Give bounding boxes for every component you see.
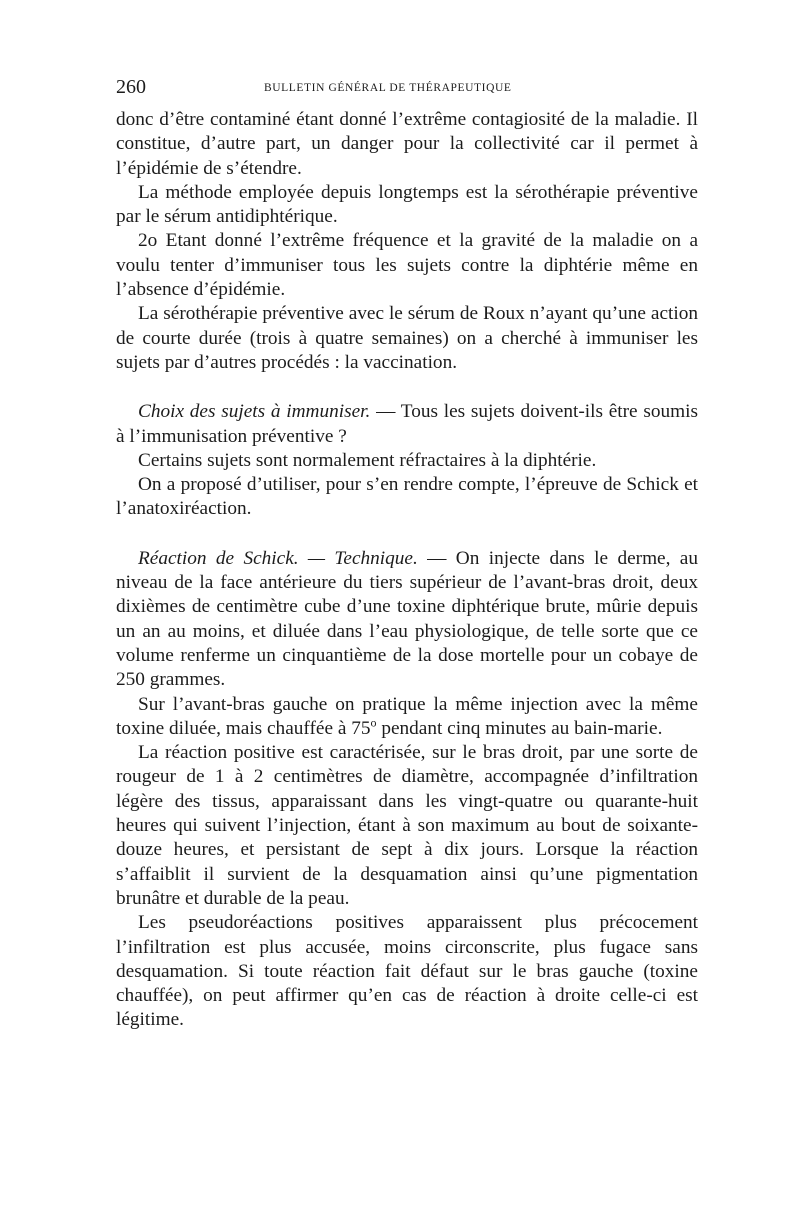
journal-title: BULLETIN GÉNÉRAL DE THÉRAPEUTIQUE bbox=[264, 82, 512, 94]
section-title-schick-technique: Réaction de Schick. — Technique. bbox=[138, 547, 418, 569]
section-gap bbox=[116, 522, 698, 547]
left-arm-text-start: Sur l’avant-bras gauche on pratique la même injection avec la même toxine diluée, mais chauffée à 75 bbox=[116, 693, 698, 739]
running-head bbox=[116, 76, 698, 102]
paragraph-immunization-goal: 2o Etant donné l’extrême fréquence et la gravité de la maladie on a voulu tenter d’immuniser tous les sujets contre la diphtérie même en l’absence d’épidémie. bbox=[116, 230, 698, 301]
degree-superscript: o bbox=[370, 715, 377, 730]
left-arm-text-end: pendant cinq minutes au bain-marie. bbox=[376, 717, 663, 739]
paragraph-refractory-subjects: Certains sujets sont normalement réfractaires à la diphtérie. bbox=[138, 449, 597, 471]
paragraph-vaccination: La sérothérapie préventive avec le sérum de Roux n’ayant qu’une action de courte durée (trois à quatre semaines) on a cherché à immuniser les sujets par d’autres procédés : la vaccination. bbox=[116, 303, 698, 373]
paragraph-pseudoreactions: Les pseudoréactions positives apparaissent plus précocement l’infiltration est plus accusée, moins circonscrite, plus fugace sans desquamation. Si toute réaction fait défaut sur le bras gauche (toxine chauffée), on peut affirmer qu’en cas de réaction à droite celle-ci est légitime. bbox=[116, 912, 698, 1031]
paragraph-positive-reaction: La réaction positive est caractérisée, sur le bras droit, par une sorte de rougeur de 1 à 2 centimètres de diamètre, accompagnée d’infiltration légère des tissus, apparaissant dans les vingt-quatre ou quarante-huit heures qui suivent l’injection, étant à son maximum au bout de soixante-douze heures, et persistant de sept à dix jours. Lorsque la réaction s’affaiblit il survient de la desquamation ainsi qu’une pigmentation brunâtre et durable de la peau. bbox=[116, 742, 698, 909]
section-title-subject-choice: Choix des sujets à immuniser. bbox=[138, 401, 371, 423]
schick-technique-text: — On injecte dans le derme, au niveau de la face antérieure du tiers supérieur de l’avant-bras droit, deux dixièmes de centimètre cube d’une toxine diphtérique brute, mûrie depuis un an au moins, et diluée dans l’eau physiologique, de telle sorte que ce volume renferme un cinquantième de la dose mortelle pour un cobaye de 250 grammes. bbox=[116, 547, 698, 691]
book-page bbox=[116, 76, 698, 1033]
page-number: 260 bbox=[116, 76, 146, 98]
paragraph-serotherapy-method: La méthode employée depuis longtemps est la sérothérapie préventive par le sérum antidiphtérique. bbox=[116, 181, 698, 228]
paragraph-subject-choice bbox=[116, 400, 698, 449]
paragraph-left-arm-control bbox=[116, 693, 698, 742]
paragraph-schick-proposal: On a proposé d’utiliser, pour s’en rendre compte, l’épreuve de Schick et l’anatoxiréaction. bbox=[116, 474, 698, 520]
section-gap bbox=[116, 375, 698, 400]
paragraph-contagion: donc d’être contaminé étant donné l’extrême contagiosité de la maladie. Il constitue, d’autre part, un danger pour la collectivité car il permet à l’épidémie de s’étendre. bbox=[116, 109, 698, 179]
paragraph-schick-technique bbox=[116, 547, 698, 693]
subject-choice-text: — Tous les sujets doivent-ils être soumis à l’immunisation préventive ? bbox=[116, 401, 698, 447]
